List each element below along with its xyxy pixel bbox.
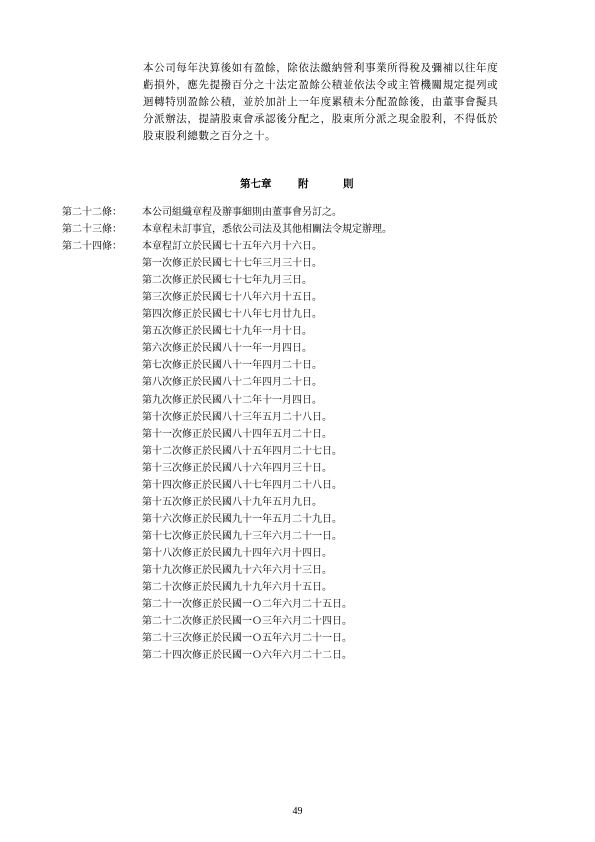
amendment-item: 第二十四次修正於民國一Ｏ六年六月二十二日。: [142, 650, 352, 662]
article-label: 第二十四條：: [62, 241, 122, 253]
article-row: [62, 221, 392, 238]
amendment-item: 第一次修正於民國七十七年三月三十日。: [142, 258, 322, 270]
article-row: [62, 204, 392, 221]
chapter-number: 第七章: [240, 178, 272, 190]
amendment-item: 第十九次修正於民國九十六年六月十三日。: [142, 564, 332, 576]
paragraph-line: 分派辦法，提請股東會承認後分配之，股東所分派之現金股利，不得低於: [143, 113, 499, 125]
article-label: 第二十二條：: [62, 207, 122, 218]
article-text: 本章程未訂事宜，悉依公司法及其他相關法令規定辦理。: [142, 224, 392, 236]
article-text: 本章程訂立於民國七十五年六月十六日。: [142, 241, 322, 253]
amendment-item: 第六次修正於民國八十一年一月四日。: [142, 343, 312, 355]
articles-list: [62, 204, 392, 664]
paragraph-line: 股東股利總數之百分之十。: [143, 130, 277, 142]
amendment-item: 第十一次修正於民國八十四年五月二十日。: [142, 428, 332, 440]
amendment-item: 第十四次修正於民國八十七年四月二十八日。: [142, 479, 342, 491]
chapter-title-char: 附: [298, 178, 309, 190]
amendment-item: 第八次修正於民國八十二年四月二十日。: [142, 377, 322, 389]
chapter-heading: [0, 176, 595, 193]
amendment-item: 第十六次修正於民國九十一年五月二十九日。: [142, 513, 342, 525]
amendment-list: [62, 255, 392, 664]
paragraph-line: 虧損外，應先提撥百分之十法定盈餘公積並依法令或主管機關規定提列或: [143, 79, 499, 91]
amendment-item: 第十次修正於民國八十三年五月二十八日。: [142, 411, 332, 423]
chapter-title-char: 則: [343, 178, 354, 190]
amendment-item: 第十二次修正於民國八十五年四月二十七日。: [142, 445, 342, 457]
article-row: [62, 238, 392, 255]
amendment-item: 第九次修正於民國八十二年十一月四日。: [142, 394, 322, 406]
paragraph-line: 迴轉特別盈餘公積，並於加計上一年度累積未分配盈餘後，由董事會擬具: [143, 96, 499, 108]
amendment-item: 第十五次修正於民國八十九年五月九日。: [142, 496, 322, 508]
article-label: 第二十三條：: [62, 224, 122, 236]
article-text: 本公司組織章程及辦事細則由董事會另訂之。: [142, 207, 342, 218]
amendment-item: 第二十一次修正於民國一Ｏ二年六月二十五日。: [142, 599, 352, 611]
amendment-item: 第二十二次修正於民國一Ｏ三年六月二十四日。: [142, 616, 352, 628]
amendment-item: 第二十三次修正於民國一Ｏ五年六月二十一日。: [142, 633, 352, 645]
amendment-item: 第七次修正於民國八十一年四月二十日。: [142, 360, 322, 372]
paragraph-line: 本公司每年決算後如有盈餘，除依法繳納營利事業所得稅及彌補以往年度: [143, 62, 499, 74]
amendment-item: 第十三次修正於民國八十六年四月三十日。: [142, 462, 332, 474]
amendment-item: 第四次修正於民國七十八年七月廿九日。: [142, 309, 322, 321]
amendment-item: 第十七次修正於民國九十三年六月二十一日。: [142, 530, 342, 542]
amendment-item: 第二次修正於民國七十七年九月三日。: [142, 275, 312, 287]
amendment-item: 第二十次修正於民國九十九年六月十五日。: [142, 582, 332, 594]
amendment-item: 第十八次修正於民國九十四年六月十四日。: [142, 547, 332, 559]
amendment-item: 第三次修正於民國七十八年六月十五日。: [142, 292, 322, 304]
article-paragraph: [143, 60, 543, 145]
page-number: 49: [292, 806, 303, 817]
amendment-item: 第五次修正於民國七十九年一月十日。: [142, 326, 312, 338]
